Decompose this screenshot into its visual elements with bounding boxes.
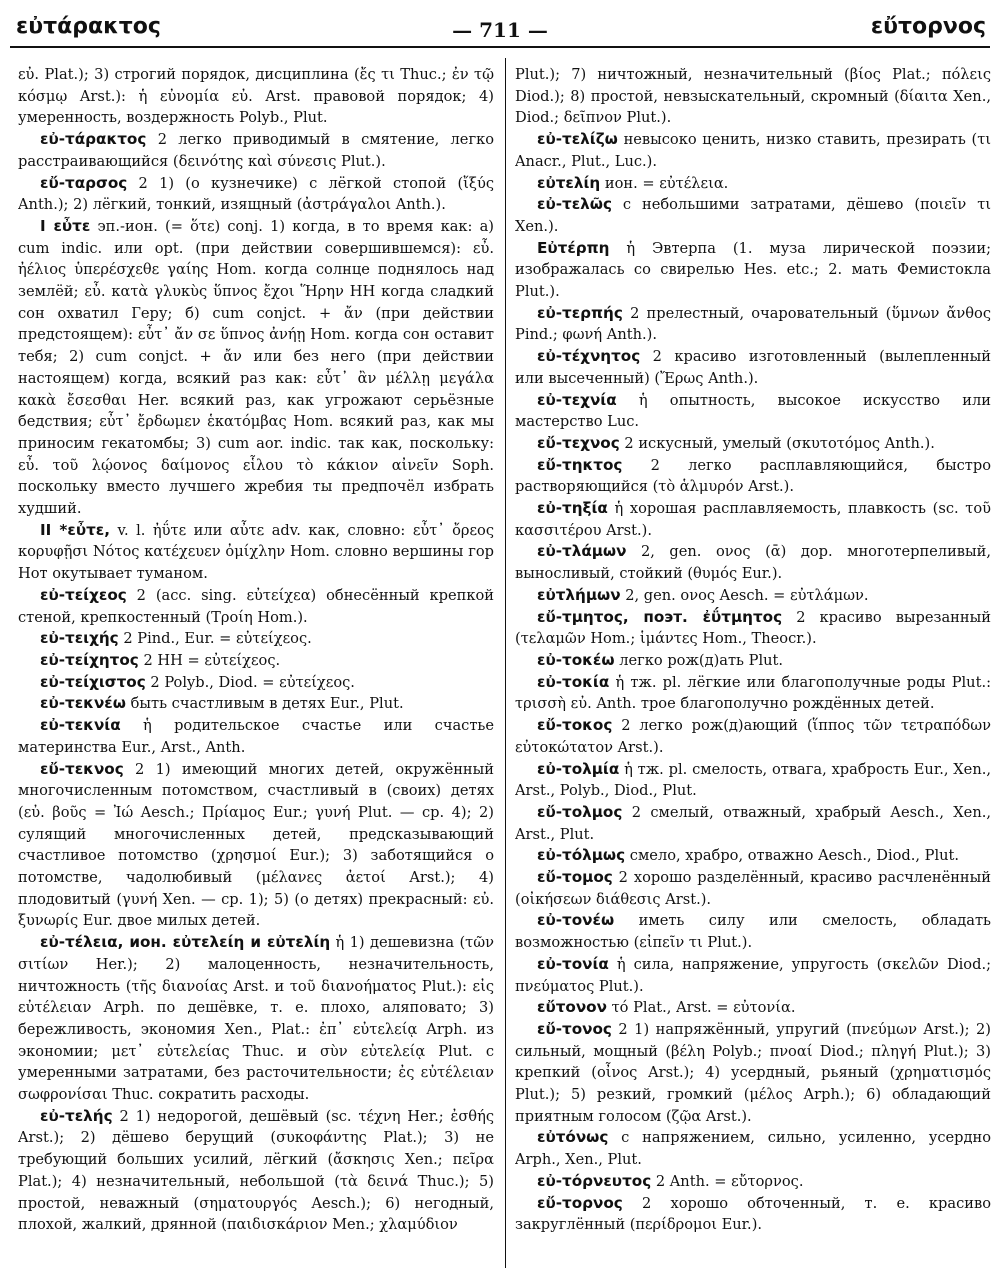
- running-head-left: εὐτάρακτος: [16, 14, 161, 39]
- dictionary-entry: [515, 194, 991, 237]
- entry-headword: εὔ-τεκνος: [40, 759, 124, 778]
- entry-text: 2 Polyb., Diod. = εὐτείχεος.: [150, 673, 355, 691]
- entry-text: легко рож(д)ать Plut.: [619, 651, 784, 669]
- dictionary-entry: [515, 390, 991, 433]
- entry-headword: εὔ-τμητος, поэт. ἐΰτμητος: [537, 607, 783, 626]
- entry-text: смело, храбро, отважно Aesch., Diod., Plut.: [629, 847, 960, 865]
- dictionary-entry: [515, 672, 991, 715]
- dictionary-entry: [515, 433, 991, 455]
- entry-headword: εὐτόνως: [537, 1128, 609, 1147]
- dictionary-entry: [18, 129, 494, 172]
- entry-text: 2 красиво изготовленный (вылепленный или высеченный) (Ἔρως Anth.).: [515, 348, 991, 387]
- entry-text: 2 легко приводимый в смятение, легко расстраивающийся (δεινότης καὶ σύνεσις Plut.).: [18, 131, 494, 170]
- entry-text: ἡ Эвтерпа (1. муза лирической поэзии; изображалась со свирелью Hes. etc.; 2. мать Фемистокла Plut.).: [515, 239, 991, 301]
- entry-text: 2 (acc. sing. εὐτείχεα) обнесённый крепкой стеной, крепкостенный (Τροίη Hom.).: [18, 586, 494, 626]
- entry-headword: εὐ-τονέω: [537, 911, 615, 930]
- dictionary-entry: [515, 129, 991, 172]
- entry-headword: εὐ-τηξία: [537, 499, 608, 518]
- entry-text: 2 Pind., Eur. = εὐτείχεος.: [123, 630, 312, 648]
- dictionary-entry: [18, 64, 494, 129]
- entry-text: ἡ тж. pl. смелость, отвага, храбрость Eur., Xen., Arst., Polyb., Diod., Plut.: [515, 760, 991, 800]
- entry-headword: εὐ-τελῶς: [537, 195, 612, 214]
- entry-text: 2 легко рож(д)ающий (ἵππος τῶν τετραπόδων εὐτοκώτατον Arst.).: [515, 717, 991, 756]
- entry-headword: I εὖτε: [40, 216, 91, 235]
- entry-headword: εὐ-τάρακτος: [40, 130, 147, 149]
- entry-text: τό Plat., Arst. = εὐτονία.: [611, 999, 796, 1017]
- dictionary-entry: [18, 715, 494, 758]
- entry-text: ἡ сила, напряжение, упругость (σκελῶν Diod.; πνεύματος Plut.).: [515, 955, 991, 995]
- dictionary-entry: [18, 650, 494, 672]
- entry-headword: εὐτελίη: [537, 173, 601, 192]
- entry-headword: εὔ-τονος: [537, 1019, 612, 1038]
- page-number: — 711 —: [452, 18, 548, 42]
- dictionary-entry: [515, 1193, 991, 1236]
- dictionary-entry: [515, 802, 991, 845]
- entry-headword: εὐ-τοκέω: [537, 650, 615, 669]
- entry-headword: εὐ-τόρνευτος: [537, 1171, 652, 1190]
- dictionary-entry: [515, 1019, 991, 1128]
- entry-text: иметь силу или смелость, обладать возможностью (εἰπεῖν τι Plut.).: [515, 912, 991, 952]
- entry-headword: εὔ-τηκτος: [537, 455, 623, 474]
- dictionary-entry: [515, 910, 991, 953]
- right-column: [515, 64, 991, 1276]
- entry-text: быть счастливым в детях Eur., Plut.: [130, 695, 404, 713]
- entry-headword: εὐ-τελής: [40, 1106, 113, 1125]
- entry-headword: εὐ-τέλεια, ион. εὐτελείη и εὐτελίη: [40, 933, 331, 952]
- entry-text: 2 искусный, умелый (σκυτοτόμος Anth.).: [624, 434, 935, 452]
- entry-text: 2 1) (о кузнечике) с лёгкой стопой (ἴξύς Anth.); 2) лёгкий, тонкий, изящный (ἀστράγαλοι Anth.).: [18, 174, 494, 214]
- column-divider: [505, 58, 506, 1268]
- entry-headword: II *εὖτε,: [40, 520, 111, 539]
- dictionary-entry: [18, 216, 494, 520]
- entry-text: 2 1) напряжённый, упругий (πνεύμων Arst.); 2) сильный, мощный (βέλη Polyb.; πνοαί Diod.; πληγή Plut.); 3) крепкий (οἶνος Arst.); 4) усердный, рьяный (χρηματισμός Plut.); 5) резкий, громкий (μέλος Arph.); 6) обладающий приятным голосом (ζῷα Arst.).: [515, 1020, 991, 1125]
- entry-text: v. l. ἠΰτε или αὖτε adv. как, словно: εὖτ᾽ ὄρεος κορυφῇσι Νότος κατέχευεν ὀμίχλην Hom. словно вершины гор Нот окутывает туманом.: [18, 521, 494, 583]
- dictionary-entry: [515, 997, 991, 1019]
- entry-text: ἡ 1) дешевизна (τῶν σιτίων Her.); 2) малоценность, незначительность, ничтожность (τῆς διανοίας Arst. и τοῦ διανοήματος Plut.): εἰς εὐτέλειαν Arph. по дешёвке, т. е. плохо, аляповато; 3) бережливость, экономия Xen., Plat.: ἐπ᾽ εὐτελείᾳ Arph. из экономии; μετ᾽ εὐτελείας Thuc. и σὺν εὐτελείᾳ Plut. с умеренными затратами, без расточительности; ἐς εὐτέλειαν σωφρονίσαι Thuc. сократить расходы.: [18, 934, 494, 1104]
- entry-headword: εὔ-τομος: [537, 868, 613, 887]
- dictionary-entry: [515, 845, 991, 867]
- dictionary-entry: [515, 954, 991, 997]
- entry-headword: εὐ-τείχητος: [40, 650, 139, 669]
- entry-headword: εὔ-τολμος: [537, 802, 623, 821]
- dictionary-entry: [515, 607, 991, 650]
- entry-headword: εὐ-τόλμως: [537, 846, 626, 865]
- entry-text: Plut.); 7) ничтожный, незначительный (βίος Plat.; πόλεις Diod.); 8) простой, невзыскательный, скромный (δίαιτα Xen., Diod.; δεῖπνον Plut.).: [515, 66, 991, 127]
- entry-headword: εὔ-ταρσος: [40, 173, 128, 192]
- dictionary-entry: [18, 932, 494, 1106]
- entry-headword: εὔ-τοκος: [537, 716, 613, 735]
- dictionary-entry: [18, 693, 494, 715]
- dictionary-entry: [18, 628, 494, 650]
- entry-text: 2 легко расплавляющийся, быстро растворяющийся (τὸ ἁλμυρόν Arst.).: [515, 456, 991, 496]
- dictionary-entry: [515, 585, 991, 607]
- left-column: [18, 64, 494, 1276]
- entry-text: 2 Anth. = εὔτορνος.: [655, 1172, 804, 1190]
- entry-headword: εὐ-τολμία: [537, 759, 620, 778]
- dictionary-entry: [515, 715, 991, 758]
- entry-headword: εὐ-τέχνητος: [537, 347, 641, 366]
- entry-headword: εὐ-τοκία: [537, 672, 610, 691]
- page-header: [10, 10, 990, 48]
- entry-text: с небольшими затратами, дёшево (ποιεῖν τι Xen.).: [515, 196, 991, 235]
- dictionary-entry: [515, 303, 991, 346]
- entry-text: 2, gen. ονος (ᾱ) дор. многотерпеливый, выносливый, стойкий (θυμός Eur.).: [515, 543, 991, 583]
- entry-text: невысоко ценить, низко ставить, презирать (τι Anacr., Plut., Luc.).: [515, 131, 991, 170]
- dictionary-entry: [515, 1171, 991, 1193]
- entry-headword: εὐ-τελίζω: [537, 130, 618, 149]
- dictionary-entry: [515, 64, 991, 129]
- entry-text: 2 прелестный, очаровательный (ὕμνων ἄνθος Pind.; φωνή Anth.).: [515, 304, 991, 344]
- entry-headword: εὐ-τείχεος: [40, 585, 127, 604]
- entry-headword: εὐ-τεχνία: [537, 390, 617, 409]
- entry-headword: εὐ-τεκνέω: [40, 694, 126, 713]
- entry-headword: εὔ-τεχνος: [537, 433, 620, 452]
- entry-text: ἡ родительское счастье или счастье материнства Eur., Arst., Anth.: [18, 717, 494, 756]
- entry-text: ἡ опытность, высокое искусство или мастерство Luc.: [515, 391, 991, 431]
- entry-headword: Εὐτέρπη: [537, 238, 610, 257]
- entry-headword: εὐ-τονία: [537, 954, 609, 973]
- dictionary-entry: [18, 1106, 494, 1236]
- entry-headword: εὐ-τείχιστος: [40, 672, 146, 691]
- dictionary-entry: [18, 520, 494, 585]
- dictionary-entry: [515, 498, 991, 541]
- entry-text: эп.-ион. (= ὅτε) conj. 1) когда, в то время как: а) cum indic. или opt. (при действии совершившемся): εὖ. ἠέλιος ὑπερέσχεθε γαίης Hom. когда солнце поднялось над землёй; εὖ. κατὰ γλυκὺς ὕπνος ἔχοι Ἥρην HH когда сладкий сон охватил Геру; б) cum conjct. + ἄν (при действии предстоящем): εὖτ᾽ ἄν σε ὕπνος ἀνήῃ Hom. когда сон оставит тебя; 2) cum conjct. + ἄν или без него (при действии настоящем) когда, всякий раз как: εὖτ᾽ ἂν μέλλῃ μεγάλα κακὰ ἔσεσθαι Her. всякий раз, как угрожают серьёзные бедствия; εὖτ᾽ ἔρδωμεν ἑκατόμβας Hom. всякий раз, как мы приносим гекатомбы; 3) cum aor. indic. так как, поскольку: εὖ. τοῦ λῴονος δαίμονος εἷλου τὸ κάκιον αἰνεῖν Soph. поскольку вместо лучшего жребия ты предпочёл избрать худший.: [18, 217, 494, 518]
- entry-text: 2 1) недорогой, дешёвый (sc. τέχνη Her.; ἐσθής Arst.); 2) дёшево берущий (συκοφάντης Plat.); 3) не требующий больших усилий, лёгкий (ἄσκησις Xen.; πεῖρα Plat.); 4) незначительный, небольшой (τὰ δεινά Thuc.); 5) простой, неважный (σηματουργός Aesch.); 6) негодный, плохой, жалкий, дрянной (παιδισκάριον Men.; χλαμύδιον: [18, 1107, 494, 1234]
- entry-text: 2, gen. ονος Aesch. = εὐτλάμων.: [625, 586, 869, 604]
- entry-text: ἡ тж. pl. лёгкие или благополучные роды Plut.: τρισσὴ εὐ. Anth. трое благополучно рождённых детей.: [515, 673, 991, 713]
- entry-text: 2 красиво вырезанный (τελαμῶν Hom.; ἱμάντες Hom., Theocr.).: [515, 608, 991, 648]
- dictionary-entry: [515, 759, 991, 802]
- entry-headword: εὔτονον: [537, 998, 607, 1017]
- dictionary-entry: [515, 173, 991, 195]
- entry-text: 2 HH = εὐτείχεος.: [143, 651, 281, 669]
- entry-text: ἡ хорошая расплавляемость, плавкость (sc. τοῦ κασσιτέρου Arst.).: [515, 500, 991, 539]
- entry-headword: εὐτλήμων: [537, 585, 621, 604]
- dictionary-entry: [18, 759, 494, 933]
- entry-headword: εὐ-τερπής: [537, 303, 623, 322]
- entry-text: 2 смелый, отважный, храбрый Aesch., Xen., Arst., Plut.: [515, 803, 991, 843]
- dictionary-entry: [515, 541, 991, 584]
- entry-headword: εὐ-τλάμων: [537, 542, 627, 561]
- entry-text: с напряжением, сильно, усиленно, усердно Arph., Xen., Plut.: [515, 1129, 991, 1169]
- dictionary-entry: [515, 455, 991, 498]
- entry-headword: εὐ-τειχής: [40, 629, 119, 648]
- entry-text: 2 хорошо разделённый, красиво расчленённый (οἰκήσεων διάθεσις Arst.).: [515, 869, 991, 908]
- dictionary-entry: [18, 585, 494, 628]
- dictionary-entry: [18, 672, 494, 694]
- entry-headword: εὔ-τορνος: [537, 1193, 623, 1212]
- dictionary-entry: [18, 173, 494, 216]
- dictionary-entry: [515, 238, 991, 303]
- entry-headword: εὐ-τεκνία: [40, 716, 121, 735]
- dictionary-entry: [515, 346, 991, 389]
- entry-text: 2 хорошо обточенный, т. е. красиво закруглённый (περίδρομοι Eur.).: [515, 1194, 991, 1234]
- entry-text: ион. = εὐτέλεια.: [604, 174, 729, 192]
- dictionary-entry: [515, 867, 991, 910]
- dictionary-entry: [515, 650, 991, 672]
- dictionary-entry: [515, 1127, 991, 1170]
- entry-text: 2 1) имеющий многих детей, окружённый многочисленным потомством, счастливый в (своих) детях (εὐ. βοῦς = Ἰώ Aesch.; Πρίαμος Eur.; γυνή Plut. — ср. 4); 2) сулящий многочисленных детей, предсказывающий счастливое потомство (χρησμοί Eur.); 3) заботящийся о потомстве, чадолюбивый (μέλανες ἀετοί Arst.); 4) плодовитый (γυνή Xen. — ср. 1); 5) (о детях) прекрасный: εὐ. ξυνωρίς Eur. двое милых детей.: [18, 760, 494, 930]
- running-head-right: εὔτορνος: [870, 14, 986, 39]
- entry-text: εὐ. Plat.); 3) строгий порядок, дисциплина (ἔς τι Thuc.; ἐν τῷ κόσμῳ Arst.): ἡ εὐνομία εὐ. Arst. правовой порядок; 4) умеренность, воздержность Polyb., Plut.: [18, 66, 494, 127]
